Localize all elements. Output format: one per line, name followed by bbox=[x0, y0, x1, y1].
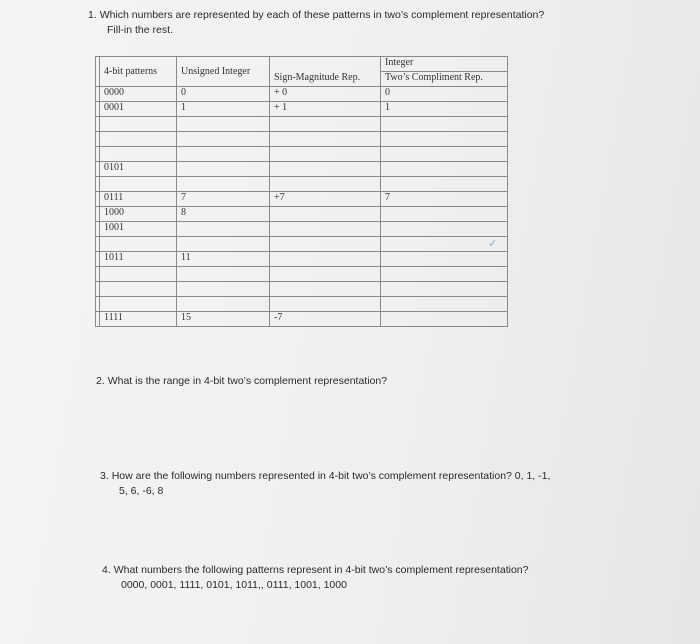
sign-magnitude-cell bbox=[270, 237, 381, 252]
unsigned-integer-cell bbox=[177, 237, 270, 252]
question-2 bbox=[96, 374, 387, 389]
header-integer: Integer bbox=[385, 57, 414, 68]
table-row bbox=[96, 312, 508, 327]
sign-magnitude-cell bbox=[270, 207, 381, 222]
table-row bbox=[96, 267, 508, 282]
unsigned-integer-cell bbox=[177, 147, 270, 162]
question-1-number: 1. bbox=[88, 9, 97, 21]
twos-complement-cell: 1 bbox=[381, 102, 508, 117]
question-3 bbox=[100, 469, 640, 499]
sign-magnitude-cell bbox=[270, 132, 381, 147]
sign-magnitude-cell bbox=[270, 282, 381, 297]
table-row bbox=[96, 177, 508, 192]
question-3-number: 3. bbox=[100, 470, 109, 482]
bit-pattern-cell: 1000 bbox=[100, 207, 177, 222]
unsigned-integer-cell: 0 bbox=[177, 87, 270, 102]
header-bit-patterns: 4-bit patterns bbox=[100, 57, 177, 87]
unsigned-integer-cell bbox=[177, 177, 270, 192]
bit-pattern-cell bbox=[100, 297, 177, 312]
sign-magnitude-cell bbox=[270, 267, 381, 282]
question-4-patterns: 0000, 0001, 1111, 0101, 1011,, 0111, 1001, 1000 bbox=[121, 579, 347, 591]
bit-pattern-cell bbox=[100, 132, 177, 147]
unsigned-integer-cell bbox=[177, 267, 270, 282]
twos-complement-cell bbox=[381, 147, 508, 162]
bit-pattern-cell bbox=[100, 117, 177, 132]
header-sign-magnitude: Sign-Magnitude Rep. bbox=[270, 72, 381, 87]
number-representation-table bbox=[95, 56, 508, 327]
twos-complement-cell bbox=[381, 312, 508, 327]
sign-magnitude-cell: -7 bbox=[270, 312, 381, 327]
question-2-text: What is the range in 4-bit two’s complement representation? bbox=[107, 375, 388, 387]
unsigned-integer-cell: 11 bbox=[177, 252, 270, 267]
table-row bbox=[96, 222, 508, 237]
bit-pattern-cell: 0001 bbox=[100, 102, 177, 117]
unsigned-integer-cell bbox=[177, 132, 270, 147]
twos-complement-cell bbox=[381, 267, 508, 282]
unsigned-integer-cell: 1 bbox=[177, 102, 270, 117]
bit-pattern-cell bbox=[100, 177, 177, 192]
sign-magnitude-cell bbox=[270, 117, 381, 132]
sign-magnitude-cell bbox=[270, 222, 381, 237]
unsigned-integer-cell bbox=[177, 282, 270, 297]
table-row bbox=[96, 162, 508, 177]
checkmark-icon: ✓ bbox=[488, 237, 498, 250]
sign-magnitude-cell: + 0 bbox=[270, 87, 381, 102]
unsigned-integer-cell bbox=[177, 297, 270, 312]
unsigned-integer-cell: 15 bbox=[177, 312, 270, 327]
table-row bbox=[96, 252, 508, 267]
question-1-instruction: Fill-in the rest. bbox=[107, 24, 173, 36]
twos-complement-cell bbox=[381, 297, 508, 312]
question-3-text: How are the following numbers represented in 4-bit two’s complement representation? 0, 1, -1, bbox=[111, 470, 551, 482]
bit-pattern-cell bbox=[100, 267, 177, 282]
table-row bbox=[96, 102, 508, 117]
table-row bbox=[96, 207, 508, 222]
bit-pattern-cell: 0111 bbox=[100, 192, 177, 207]
unsigned-integer-cell: 8 bbox=[177, 207, 270, 222]
twos-complement-cell: 7 bbox=[381, 192, 508, 207]
twos-complement-cell bbox=[381, 132, 508, 147]
header-unsigned-integer: Unsigned Integer bbox=[177, 57, 270, 87]
question-4-text: What numbers the following patterns represent in 4-bit two’s complement representation? bbox=[113, 564, 529, 576]
sign-magnitude-cell bbox=[270, 147, 381, 162]
twos-complement-cell bbox=[381, 252, 508, 267]
bit-pattern-cell bbox=[100, 237, 177, 252]
bit-pattern-cell bbox=[100, 282, 177, 297]
sign-magnitude-cell bbox=[270, 252, 381, 267]
table-row bbox=[96, 237, 508, 252]
table-header-row-1 bbox=[96, 57, 508, 72]
question-2-number: 2. bbox=[96, 375, 105, 387]
twos-complement-cell bbox=[381, 222, 508, 237]
table-row bbox=[96, 87, 508, 102]
bit-pattern-cell bbox=[100, 147, 177, 162]
question-4-number: 4. bbox=[102, 564, 111, 576]
question-3-values: 5, 6, -6, 8 bbox=[119, 485, 164, 497]
sign-magnitude-cell: + 1 bbox=[270, 102, 381, 117]
unsigned-integer-cell: 7 bbox=[177, 192, 270, 207]
header-twos-complement: Two’s Compliment Rep. bbox=[381, 72, 508, 87]
table-row bbox=[96, 132, 508, 147]
bit-pattern-cell: 1111 bbox=[100, 312, 177, 327]
twos-complement-cell bbox=[381, 282, 508, 297]
sign-magnitude-cell bbox=[270, 177, 381, 192]
unsigned-integer-cell bbox=[177, 222, 270, 237]
bit-pattern-cell: 0000 bbox=[100, 87, 177, 102]
sign-magnitude-cell: +7 bbox=[270, 192, 381, 207]
twos-complement-cell: 0 bbox=[381, 87, 508, 102]
twos-complement-cell bbox=[381, 117, 508, 132]
bit-pattern-cell: 1001 bbox=[100, 222, 177, 237]
sign-magnitude-cell bbox=[270, 162, 381, 177]
twos-complement-cell bbox=[381, 177, 508, 192]
table-row bbox=[96, 297, 508, 312]
table-row bbox=[96, 282, 508, 297]
table-row bbox=[96, 192, 508, 207]
table-row bbox=[96, 117, 508, 132]
bit-pattern-cell: 0101 bbox=[100, 162, 177, 177]
question-4 bbox=[102, 563, 642, 593]
unsigned-integer-cell bbox=[177, 162, 270, 177]
table-row bbox=[96, 147, 508, 162]
unsigned-integer-cell bbox=[177, 117, 270, 132]
question-1 bbox=[88, 8, 648, 38]
bit-pattern-cell: 1011 bbox=[100, 252, 177, 267]
twos-complement-cell bbox=[381, 207, 508, 222]
sign-magnitude-cell bbox=[270, 297, 381, 312]
question-1-text: Which numbers are represented by each of these patterns in two’s complement representation? bbox=[99, 9, 545, 21]
twos-complement-cell bbox=[381, 162, 508, 177]
